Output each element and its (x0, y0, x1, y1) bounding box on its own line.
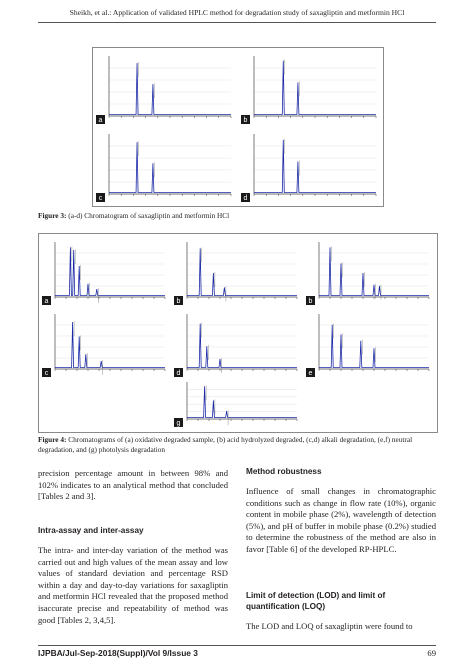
chromatogram-trace (254, 61, 376, 115)
right-column-para-1: Influence of small changes in chromatographic conditions such as change in flow rate (10%), organic content in mobile phase (2%), wavelength of detection (5%), and pH of buffer in mobile phase (0.2%) studied to determine the robustness of the method are also in favor [Table 6] of the developed RP-HPLC. (246, 486, 436, 554)
figure-4-panel-d (173, 308, 301, 378)
left-column-para-1: precision percentage amount in between 98% and 102% indicates to an analytical method that concluded [Tables 2 and 3]. (38, 468, 228, 502)
panel-letter: c (98, 195, 103, 202)
chromatogram-trace (187, 324, 297, 368)
chromatogram (173, 376, 301, 428)
panel-letter-tag (96, 193, 105, 202)
figure-3-caption-text: (a-d) Chromatogram of saxagliptin and metformin HCl (66, 211, 230, 220)
chromatogram-trace (187, 386, 297, 417)
footer-divider (38, 645, 436, 646)
chromatogram-trace (187, 248, 297, 295)
panel-letter-tag (42, 368, 51, 377)
panel-letter-tag (96, 115, 105, 124)
chromatogram (240, 128, 380, 203)
footer-journal: IJPBA/Jul-Sep-2018(Suppl)/Vol 9/Issue 3 (38, 648, 198, 658)
figure-4-panel-b1 (173, 236, 301, 306)
figure-3-panel-c (95, 128, 235, 203)
figure-4-panel-e (305, 308, 433, 378)
chromatogram-trace (319, 325, 429, 368)
panel-letter: e (308, 370, 313, 377)
chromatogram (41, 308, 169, 378)
chromatogram (95, 128, 235, 203)
chromatogram-trace (109, 63, 231, 114)
figure-3-caption-label: Figure 3: (38, 211, 67, 220)
figure-4-panel-c (41, 308, 169, 378)
chromatogram-trace (254, 140, 376, 193)
chromatogram (173, 308, 301, 378)
panel-letter: b (308, 298, 313, 305)
panel-letter: c (44, 370, 49, 377)
page-number: 69 (427, 648, 436, 658)
panel-letter-tag (174, 296, 183, 305)
panel-letter-tag (174, 418, 183, 427)
left-column-para-2: The intra- and inter-day variation of the method was carried out and high values of the mean assay and low values of standard deviation and percentage RSD within a day and day-to-day variations for saxagliptin and metformin HCl revealed that the proposed method isaccurate precise and repeatability of method was good [Tables 2, 3,4,5]. (38, 545, 228, 625)
right-column-para-2: The LOD and LOQ of saxagliptin were found to (246, 621, 413, 631)
chromatogram (41, 236, 169, 306)
panel-letter-tag (306, 296, 315, 305)
chromatogram-trace (319, 247, 429, 295)
figure-3-panel-d (240, 128, 380, 203)
figure-4-panel-g (173, 376, 301, 428)
panel-letter-tag (241, 115, 250, 124)
panel-letter: a (98, 117, 103, 124)
figure-3-panel-a (95, 50, 235, 125)
header-divider (38, 22, 436, 23)
panel-letter: a (44, 298, 49, 305)
figure-3 (92, 47, 384, 207)
figure-4-caption (38, 435, 436, 454)
figure-4-panel-a (41, 236, 169, 306)
panel-letter: g (176, 420, 181, 427)
chromatogram-trace (55, 247, 165, 295)
panel-letter-tag (306, 368, 315, 377)
figure-4 (38, 233, 438, 433)
section-heading-intra-assay: Intra-assay and inter-assay (38, 526, 144, 535)
panel-letter: d (243, 195, 248, 202)
figure-4-panel-b2 (305, 236, 433, 306)
chromatogram-trace (109, 142, 231, 192)
chromatogram (305, 308, 433, 378)
figure-3-panel-b (240, 50, 380, 125)
running-header: Sheikh, et al.: Application of validated HPLC method for degradation study of saxagliptin and metformin HCl (69, 8, 405, 17)
panel-letter: b (176, 298, 181, 305)
figure-3-caption (38, 211, 436, 221)
chromatogram (95, 50, 235, 125)
chromatogram-trace (55, 322, 165, 367)
chromatogram (305, 236, 433, 306)
panel-letter-tag (241, 193, 250, 202)
panel-letter: d (176, 370, 181, 377)
figure-4-caption-text: Chromatograms of (a) oxidative degraded sample, (b) acid hydrolyzed degraded, (c,d) alkali degradation, (e,f) neutral degradation, and (g) photolysis degradation (38, 435, 413, 454)
panel-letter: b (243, 117, 248, 124)
chromatogram (173, 236, 301, 306)
figure-4-caption-label: Figure 4: (38, 435, 67, 444)
panel-letter-tag (42, 296, 51, 305)
chromatogram (240, 50, 380, 125)
section-heading-method-robustness: Method robustness (246, 467, 322, 476)
section-heading-lod-loq: Limit of detection (LOD) and limit of quantification (LOQ) (246, 591, 386, 611)
